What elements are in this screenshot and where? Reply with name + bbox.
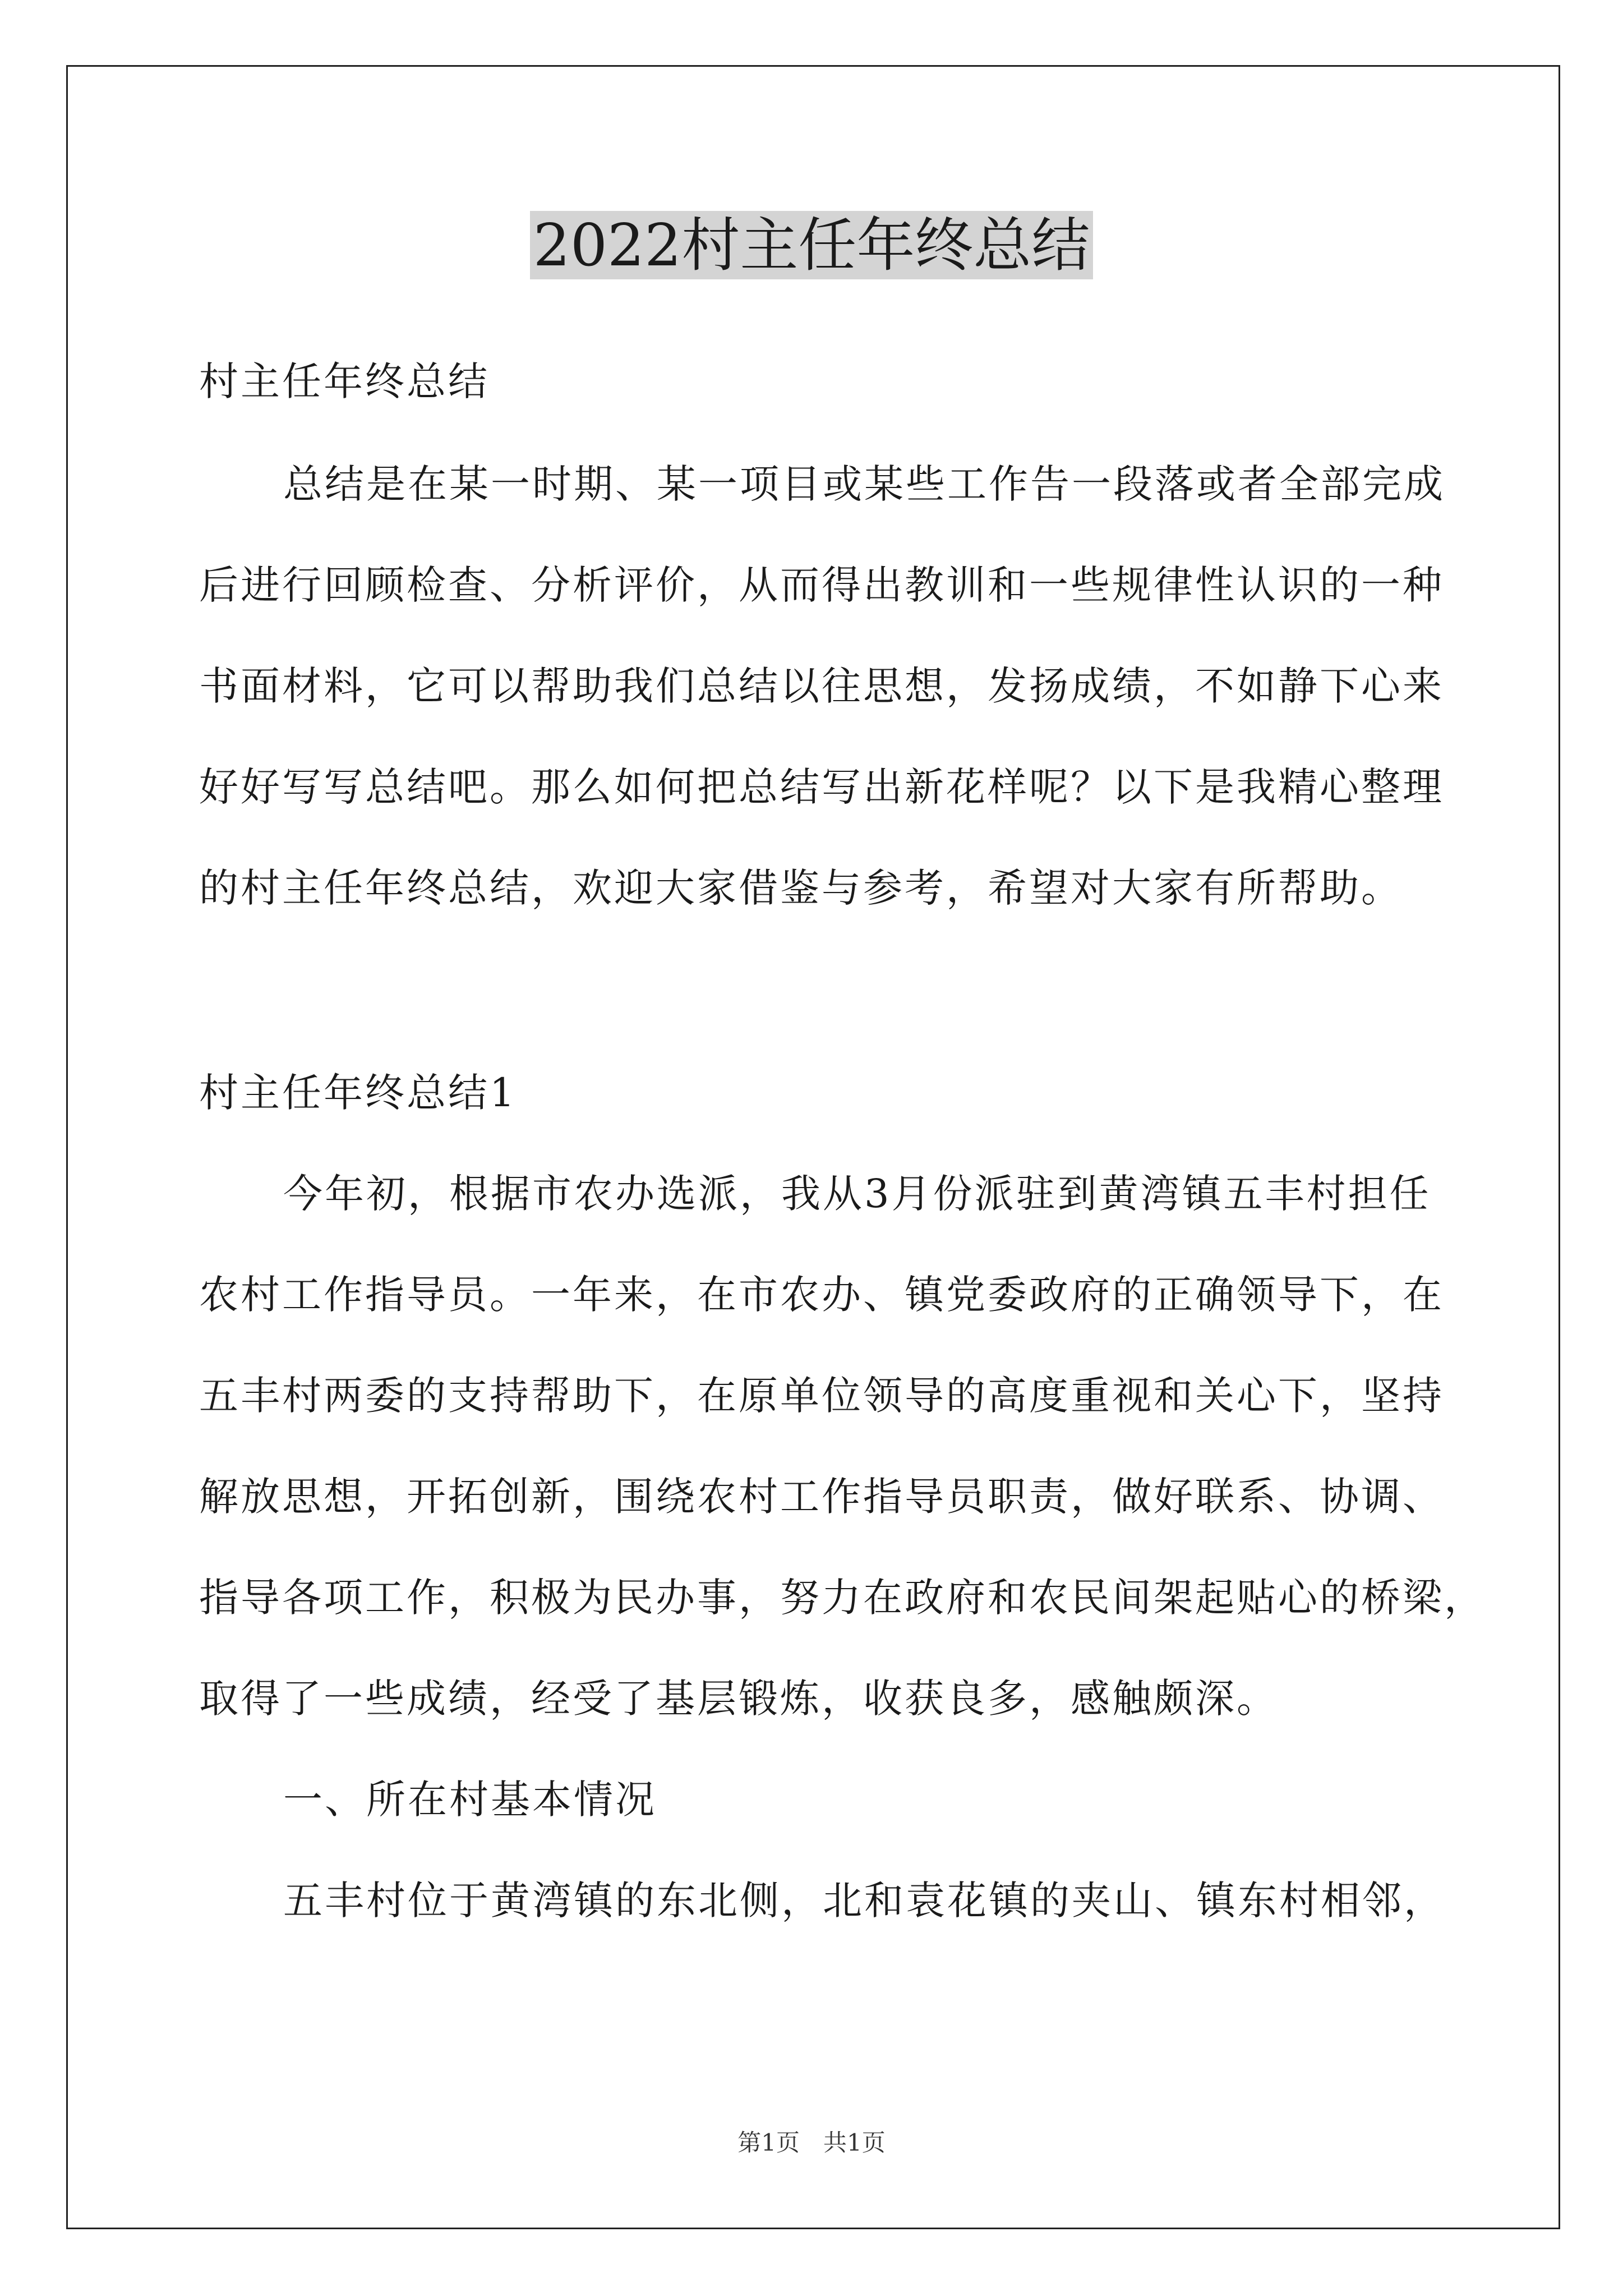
body-line-3: 五丰村两委的支持帮助下，在原单位领导的高度重视和关心下，坚持: [199, 1373, 1444, 1419]
intro-line-2: 后进行回顾检查、分析评价，从而得出教训和一些规律性认识的一种: [199, 562, 1444, 608]
section-heading: 村主任年终总结1: [199, 1070, 517, 1116]
body-line-5: 指导各项工作，积极为民办事，努力在政府和农民间架起贴心的桥梁，: [199, 1575, 1486, 1621]
body-line-2: 农村工作指导员。一年来，在市农办、镇党委政府的正确领导下，在: [199, 1272, 1444, 1318]
body-line-7: 五丰村位于黄湾镇的东北侧，北和袁花镇的夹山、镇东村相邻，: [283, 1878, 1445, 1924]
intro-line-4: 好好写写总结吧。那么如何把总结写出新花样呢？以下是我精心整理: [199, 764, 1444, 810]
subheading: 一、所在村基本情况: [283, 1777, 657, 1823]
body-line-4: 解放思想，开拓创新，围绕农村工作指导员职责，做好联系、协调、: [199, 1474, 1444, 1520]
document-subtitle: 村主任年终总结: [199, 358, 490, 404]
body-line-6: 取得了一些成绩，经受了基层锻炼，收获良多，感触颇深。: [199, 1676, 1278, 1722]
page-footer: 第1页 共1页: [737, 2129, 886, 2156]
intro-line-5: 的村主任年终总结，欢迎大家借鉴与参考，希望对大家有所帮助。: [199, 865, 1403, 911]
intro-line-3: 书面材料，它可以帮助我们总结以往思想，发扬成绩，不如静下心来: [199, 663, 1444, 709]
intro-line-1: 总结是在某一时期、某一项目或某些工作告一段落或者全部完成: [283, 461, 1445, 507]
document-title-text: 2022村主任年终总结: [530, 211, 1094, 279]
body-line-1: 今年初，根据市农办选派，我从3月份派驻到黄湾镇五丰村担任: [283, 1171, 1431, 1217]
document-title: [0, 209, 1623, 282]
